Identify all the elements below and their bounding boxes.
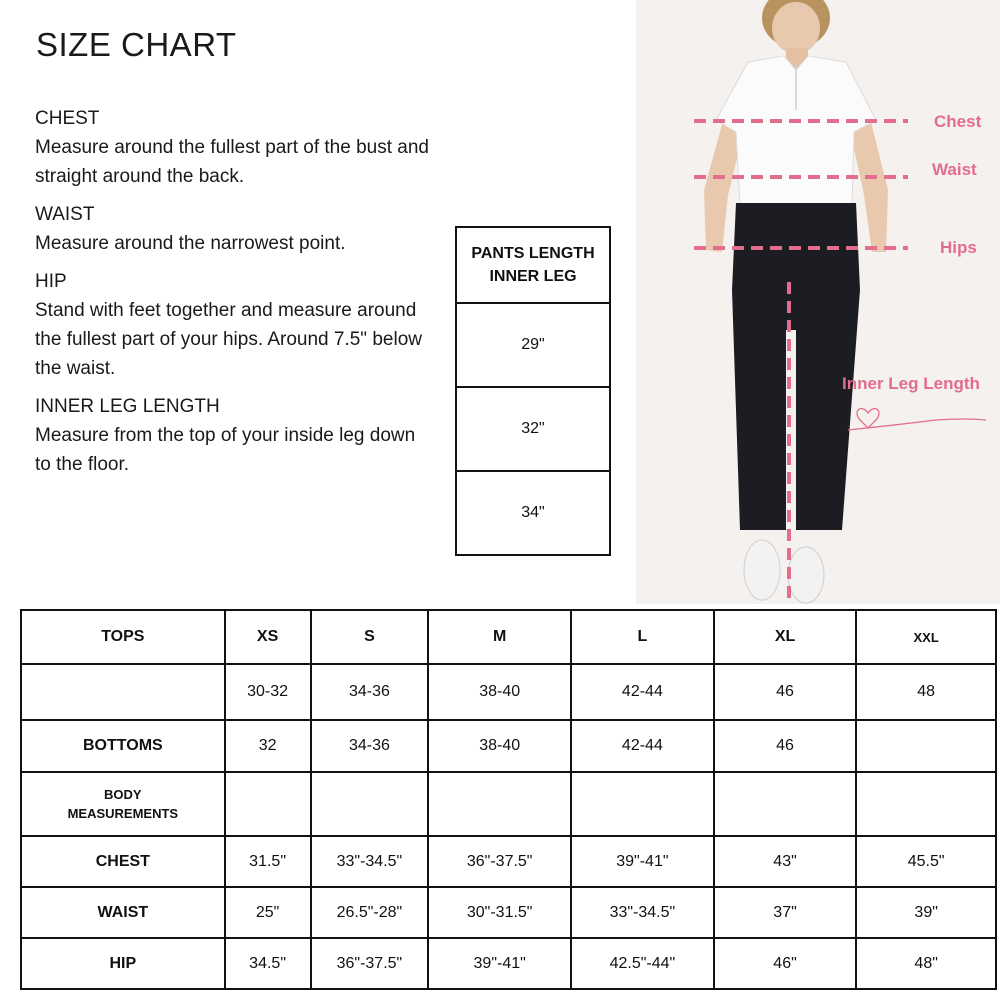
table-row [21,938,996,989]
row-header: BOTTOMS [21,720,225,772]
header-cell: XXL [856,610,996,664]
table-cell: 48 [856,664,996,720]
model-illustration [636,0,1000,604]
instruction-hip [35,267,435,383]
waist-label: Waist [932,160,977,179]
header-cell: TOPS [21,610,225,664]
table-header-row [21,610,996,664]
table-row [21,772,996,836]
instruction-heading: CHEST [35,108,100,129]
table-cell: 25" [225,887,311,938]
table-cell: 38-40 [428,664,571,720]
header-cell: L [571,610,714,664]
header-cell: XS [225,610,311,664]
table-cell: 34-36 [311,720,429,772]
row-header: CHEST [21,836,225,887]
table-cell: 30"-31.5" [428,887,571,938]
size-table [20,609,997,990]
pants-length-value: 34" [456,471,610,555]
table-row [21,887,996,938]
pants-length-value: 29" [456,303,610,387]
table-cell: 33"-34.5" [571,887,714,938]
table-cell: 36"-37.5" [428,836,571,887]
instruction-waist [35,200,435,258]
pants-shape [732,203,860,530]
table-cell: 42.5"-44" [571,938,714,989]
table-cell: 37" [714,887,857,938]
table-cell: 34.5" [225,938,311,989]
table-cell: 31.5" [225,836,311,887]
table-cell [714,772,857,836]
table-cell [856,720,996,772]
table-cell: 39"-41" [428,938,571,989]
instruction-heading: WAIST [35,204,95,225]
header-cell: XL [714,610,857,664]
instruction-text: Measure around the fullest part of the bust and straight around the back. [35,137,429,187]
table-cell: 45.5" [856,836,996,887]
table-cell: 30-32 [225,664,311,720]
instruction-heading: INNER LEG LENGTH [35,396,220,417]
instruction-text: Stand with feet together and measure around the fullest part of your hips. Around 7.5" below the waist. [35,300,422,379]
row-header: WAIST [21,887,225,938]
header-cell: S [311,610,429,664]
instruction-heading: HIP [35,271,67,292]
heart-icon [857,409,879,428]
pants-length-header-line2: INNER LEG [489,268,577,285]
chest-label: Chest [934,112,982,131]
table-cell: 38-40 [428,720,571,772]
table-cell: 32 [225,720,311,772]
pants-length-value: 32" [456,387,610,471]
flourish-line [848,419,986,430]
table-cell [428,772,571,836]
header-cell: M [428,610,571,664]
table-cell: 48" [856,938,996,989]
left-shoe-shape [744,540,780,600]
table-cell: 34-36 [311,664,429,720]
table-cell: 43" [714,836,857,887]
table-cell [571,772,714,836]
page-title: SIZE CHART [36,26,237,63]
table-cell: 46 [714,664,857,720]
table-cell: 46 [714,720,857,772]
instruction-text: Measure around the narrowest point. [35,233,346,254]
body-measurements-line1: BODY [104,787,142,802]
table-row [21,720,996,772]
table-row [21,836,996,887]
table-row [21,664,996,720]
instruction-inner-leg [35,392,435,479]
table-cell [856,772,996,836]
inner-leg-label: Inner Leg Length [842,374,980,393]
pants-length-table [455,226,611,556]
table-cell: 39" [856,887,996,938]
model-photo [636,0,1000,604]
instruction-chest [35,104,435,191]
table-cell: 33"-34.5" [311,836,429,887]
table-cell [311,772,429,836]
row-header [21,664,225,720]
hips-label: Hips [940,238,977,257]
table-cell: 36"-37.5" [311,938,429,989]
pants-length-header-line1: PANTS LENGTH [471,245,595,262]
instruction-text: Measure from the top of your inside leg down to the floor. [35,425,416,475]
pants-length-header [456,227,610,303]
table-cell: 39"-41" [571,836,714,887]
table-cell [225,772,311,836]
table-cell: 26.5"-28" [311,887,429,938]
row-header: HIP [21,938,225,989]
body-measurements-line2: MEASUREMENTS [67,806,179,821]
face-shape [772,2,820,54]
table-cell: 42-44 [571,664,714,720]
table-cell: 46" [714,938,857,989]
measurement-instructions [35,104,435,488]
right-shoe-shape [788,547,824,603]
row-header [21,772,225,836]
table-cell: 42-44 [571,720,714,772]
